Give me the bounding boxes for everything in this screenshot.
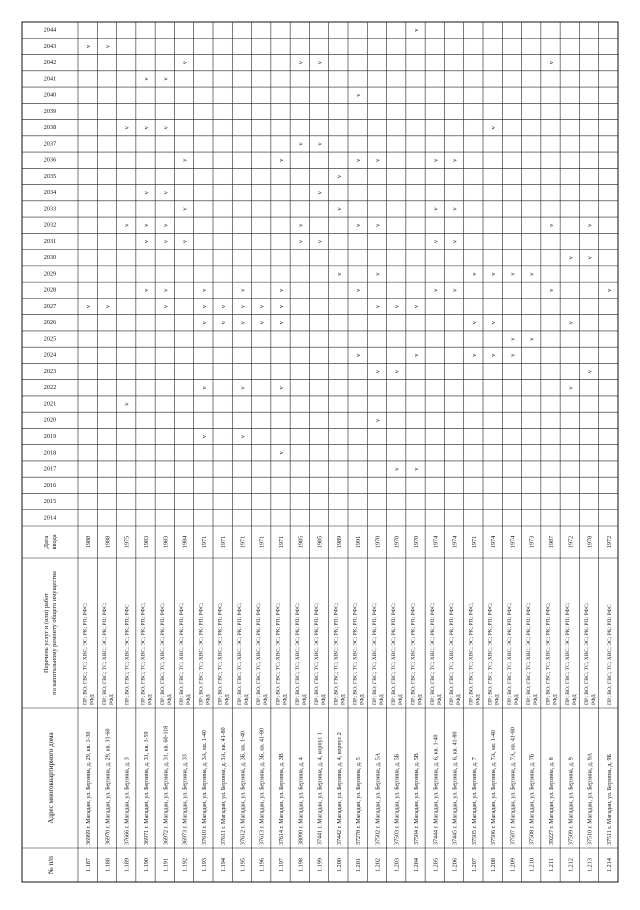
work-mark: v — [432, 207, 440, 211]
row-num: 1.190 — [143, 858, 150, 872]
row-year: 1974 — [451, 535, 459, 549]
work-mark: v — [162, 126, 170, 130]
row-services: ПР; ВО; ГВС; ТС; ХВС; ЭС; РК; РП; РФС;РФД — [101, 602, 115, 705]
header-year-2018: 2018 — [43, 449, 57, 457]
work-mark: v — [413, 28, 420, 32]
row-services: ПР; ВО; ГВС; ТС; ХВС; ЭС; РК; РП; РФС;РФД — [468, 602, 482, 705]
row-year: 1972 — [567, 535, 575, 549]
work-mark: v — [393, 467, 401, 471]
row-services: ПР; ВО; ГВС; ТС; ХВС; ЭС; РК; РП; РФС;РФД — [487, 602, 501, 705]
row-services: ПР; ВО; ГВС; ТС; ХВС; ЭС; РК; РП; РФС;РФД — [371, 602, 385, 705]
work-mark: v — [393, 304, 401, 309]
row-address: 36972 г. Магадан, ул. Берзина, д. 31, кв. 60-118 — [163, 725, 170, 845]
row-year: 1971 — [239, 535, 247, 549]
work-mark: v — [355, 223, 363, 227]
work-mark: v — [123, 402, 131, 406]
work-mark: v — [162, 288, 170, 292]
header-year-2037: 2037 — [43, 140, 57, 148]
work-mark: v — [451, 158, 459, 162]
work-mark: v — [162, 223, 170, 227]
header-year-2014: 2014 — [43, 514, 57, 522]
row-address: 37612 г. Магадан, ул. Берзина, д. 3Б, кв. 1-40 — [240, 731, 247, 845]
header-year-2021: 2021 — [43, 400, 57, 408]
row-address: 37506 г. Магадан, ул. Берзина, д. 7А, кв. 1-40 — [491, 730, 498, 845]
header-year-2032: 2032 — [43, 221, 57, 229]
work-mark: v — [509, 272, 517, 276]
work-mark: v — [297, 239, 305, 244]
work-mark: v — [85, 44, 93, 49]
work-mark: v — [278, 304, 285, 309]
row-services: ПР; ВО; ГВС; ТС; ХВС; ЭС; РК; РП; РФС;РФД — [449, 602, 463, 705]
work-mark: v — [316, 142, 324, 146]
header-year-2028: 2028 — [43, 286, 57, 294]
work-mark: v — [393, 369, 401, 374]
row-num: 1.187 — [85, 858, 93, 872]
row-num: 1.214 — [605, 858, 613, 872]
row-year: 1971 — [200, 535, 208, 549]
header-year-2031: 2031 — [43, 237, 57, 245]
row-services: ПР; ВО; ГВС; ТС; ХВС; ЭС; РК; РП; РФС;РФД — [256, 602, 270, 705]
header-year-2024: 2024 — [43, 351, 57, 359]
work-mark: v — [355, 158, 363, 162]
row-num: 1.192 — [181, 858, 189, 872]
header-year-2029: 2029 — [43, 270, 57, 278]
header-year-2039: 2039 — [43, 107, 57, 115]
work-mark: v — [586, 369, 594, 374]
work-mark: v — [239, 386, 247, 390]
work-mark: v — [143, 191, 150, 195]
work-mark: v — [316, 239, 324, 244]
work-mark: v — [548, 288, 555, 292]
work-mark: v — [548, 223, 555, 227]
row-address: 39227 г. Магадан, ул. Берзина, д. 8 — [549, 757, 555, 845]
row-address: 37444 г. Магадан, ул. Берзина, д. 6, кв. 1-40 — [433, 734, 440, 845]
work-mark: v — [200, 434, 208, 439]
work-mark: v — [258, 304, 266, 309]
row-year: 1970 — [393, 535, 401, 549]
work-mark: v — [374, 223, 382, 227]
table-header — [43, 27, 58, 874]
row-num: 1.197 — [278, 858, 285, 872]
row-services: ПР; ВО; ГВС; ТС; ХВС; ЭС; РК; РП; РФС;РФД — [333, 602, 347, 705]
row-year: 1971 — [470, 535, 478, 549]
row-services: ПР; ВО; ГВС; ТС; ХВС; ЭС; РК; РП; РФС;РФД — [391, 602, 405, 705]
work-mark: v — [104, 44, 112, 49]
work-mark: v — [413, 467, 420, 471]
work-mark: v — [181, 61, 189, 65]
row-year: 1971 — [220, 535, 228, 549]
row-year: 1984 — [181, 535, 189, 549]
work-mark: v — [297, 142, 305, 146]
header-year-2033: 2033 — [43, 205, 57, 213]
row-services: ПР; ВО; ГВС; ТС; ХВС; ЭС; РК; РП; РФС;РФД — [429, 602, 443, 705]
row-address: 37610 г. Магадан, ул. Берзина, д. 3А, кв. 1-40 — [201, 730, 208, 845]
work-mark: v — [85, 304, 93, 309]
work-mark: v — [567, 321, 575, 325]
row-address: 37442 г. Магадан, ул. Берзина, д. 4, корпус 2 — [336, 732, 343, 845]
header-year-2026: 2026 — [43, 319, 57, 327]
row-services: ПР; ВО; ГВС; ТС; ХВС; ЭС; РК; РП; РФС;РФД — [526, 602, 540, 705]
header-year-2017: 2017 — [43, 465, 57, 473]
work-mark: v — [374, 418, 382, 422]
work-mark: v — [374, 304, 382, 309]
work-mark: v — [490, 321, 498, 325]
work-mark: v — [413, 304, 420, 309]
work-mark: v — [451, 288, 459, 292]
work-mark: v — [297, 61, 305, 65]
row-address: 37445 г. Магадан, ул. Берзина, д. 6, кв. 41-80 — [452, 731, 459, 845]
row-year: 1983 — [143, 535, 150, 549]
row-address: 36969 г. Магадан, ул. Берзина, д. 29, кв. 1-30 — [86, 731, 93, 845]
work-mark: v — [374, 158, 382, 162]
row-year: 1988 — [104, 535, 112, 549]
work-mark: v — [239, 288, 247, 292]
header-address: Адрес многоквартирного дома — [47, 732, 55, 824]
work-mark: v — [509, 337, 517, 341]
row-address: 37502 г. Магадан, ул. Берзина, д. 5А — [375, 752, 382, 845]
work-mark: v — [181, 207, 189, 211]
work-mark: v — [374, 369, 382, 374]
work-mark: v — [181, 239, 189, 244]
row-num: 1.204 — [413, 858, 420, 872]
row-address: 37504 г. Магадан, ул. Берзина, д. 5В — [414, 753, 420, 845]
work-mark: v — [200, 288, 208, 292]
work-mark: v — [123, 223, 131, 227]
row-year: 1971 — [278, 535, 285, 549]
work-mark: v — [432, 158, 440, 162]
row-services: ПР; ВО; ГВС; ТС; ХВС; ЭС; РК; РП; РФС — [606, 604, 613, 705]
row-services: ПР; ВО; ГВС; ТС; ХВС; ЭС; РК; РП; РФС;РФД — [545, 602, 559, 705]
row-num: 1.201 — [355, 858, 363, 872]
row-address: 36970 г. Магадан, ул. Берзина, д. 29, кв. 31-60 — [105, 728, 112, 845]
header-year-2036: 2036 — [43, 156, 57, 164]
work-mark: v — [200, 304, 208, 309]
row-address: 37613 г. Магадан, ул. Берзина, д. 3Б, кв. 41-80 — [259, 728, 266, 845]
work-mark: v — [586, 256, 594, 260]
work-mark: v — [355, 288, 363, 292]
row-services: ПР; ВО; ГВС; ТС; ХВС; ЭС; РК; РП; РФС;РФД — [584, 602, 598, 705]
row-address: 37503 г. Магадан, ул. Берзина, д. 5Б — [394, 753, 401, 845]
row-num: 1.206 — [451, 858, 459, 872]
work-mark: v — [316, 191, 324, 195]
work-mark: v — [181, 158, 189, 162]
row-num: 1.213 — [586, 858, 594, 872]
work-mark: v — [220, 304, 228, 309]
row-address: 37508 г. Магадан, ул. Берзина, д. 7Б — [529, 753, 536, 845]
work-mark: v — [605, 288, 613, 292]
header-year-2030: 2030 — [43, 254, 57, 262]
row-year: 1983 — [162, 535, 170, 549]
work-mark: v — [123, 126, 131, 130]
work-mark: v — [143, 77, 150, 81]
row-address: 37507 г. Магадан, ул. Берзина, д. 7А, кв. 41-80 — [510, 727, 517, 845]
row-num: 1.205 — [432, 858, 440, 872]
row-year: 1974 — [490, 535, 498, 549]
row-services: ПР; ВО; ГВС; ТС; ХВС; ЭС; РК; РП; РФС;РФД — [140, 602, 154, 705]
row-services: ПР; ВО; ГВС; ТС; ХВС; ЭС; РК; РП; РФС;РФД — [352, 602, 366, 705]
row-year: 1974 — [432, 535, 440, 549]
row-num: 1.209 — [509, 858, 517, 872]
header-year-2015: 2015 — [43, 498, 57, 506]
row-year: 1972 — [605, 535, 613, 549]
work-mark: v — [335, 207, 343, 211]
work-mark: v — [509, 353, 517, 357]
row-year: 1970 — [374, 535, 382, 549]
work-mark: v — [200, 321, 208, 325]
table-rotation-group — [22, 22, 618, 882]
row-num: 1.202 — [374, 858, 382, 872]
work-mark: v — [162, 77, 170, 81]
row-address: 37510 г. Магадан, ул. Берзина, д. 9А — [587, 752, 594, 845]
row-address: 37505 г. Магадан, ул. Берзина, д. 7 — [471, 757, 478, 845]
row-num: 1.199 — [316, 858, 324, 872]
row-services: ПР; ВО; ГВС; ТС; ХВС; ЭС; РК; РП; РФС;РФД — [236, 602, 250, 705]
row-num: 1.203 — [393, 858, 401, 872]
row-address: 37614 г. Магадан, ул. Берзина, д. 3В — [279, 753, 285, 845]
row-num: 1.194 — [220, 858, 228, 872]
work-mark: v — [451, 239, 459, 244]
work-mark: v — [432, 239, 440, 244]
row-year: 1975 — [123, 535, 131, 549]
row-year: 1988 — [85, 535, 93, 549]
row-services: ПР; ВО; ГВС; ТС; ХВС; ЭС; РК; РП; РФС;РФД — [294, 602, 308, 705]
row-services: ПР; ВО; ГВС; ТС; ХВС; ЭС; РК; РП; РФС;РФД — [506, 602, 520, 705]
row-year: 1971 — [258, 535, 266, 549]
row-address: 36973 г. Магадан, ул. Берзина, д. 33 — [182, 754, 189, 845]
work-mark: v — [470, 321, 478, 325]
row-year: 1978 — [586, 535, 594, 549]
work-mark: v — [143, 239, 150, 244]
row-address: 36971 г. Магадан, ул. Берзина, д. 31, кв. 1-59 — [144, 731, 150, 845]
work-mark: v — [490, 126, 498, 130]
row-year: 1991 — [355, 535, 363, 549]
header-year-2016: 2016 — [43, 481, 57, 489]
work-mark: v — [528, 272, 536, 276]
row-services: ПР; ВО; ГВС; ТС; ХВС; ЭС; РК; РП; РФС;РФД — [564, 602, 578, 705]
row-year: 1985 — [297, 535, 305, 549]
work-mark: v — [162, 304, 170, 309]
row-address: 37666 г. Магадан, ул. Берзина, д. 3 — [124, 757, 131, 845]
work-mark: v — [143, 288, 150, 292]
work-mark: v — [239, 434, 247, 439]
work-mark: v — [567, 386, 575, 390]
work-mark: v — [143, 126, 150, 130]
work-mark: v — [374, 272, 382, 276]
row-num: 1.198 — [297, 858, 305, 872]
work-mark: v — [335, 174, 343, 179]
work-mark: v — [355, 353, 363, 357]
row-services: ПР; ВО; ГВС; ТС; ХВС; ЭС; РК; РП; РФС;РФД — [159, 602, 173, 705]
work-mark: v — [316, 61, 324, 65]
work-mark: v — [239, 321, 247, 325]
work-mark: v — [278, 158, 285, 162]
work-mark: v — [528, 337, 536, 341]
work-mark: v — [239, 304, 247, 309]
work-mark: v — [548, 61, 555, 65]
row-num: 1.208 — [490, 858, 498, 872]
row-num: 1.207 — [470, 858, 478, 872]
row-address: 37278 г. Магадан, ул. Берзина, д. 5 — [356, 757, 363, 845]
header-year-2042: 2042 — [43, 59, 57, 67]
work-mark: v — [567, 256, 575, 260]
row-num: 1.193 — [200, 858, 208, 872]
header-year-2020: 2020 — [43, 416, 57, 424]
row-num: 1.212 — [567, 858, 575, 872]
row-year: 1989 — [335, 535, 343, 549]
row-services: ПР; ВО; ГВС; ТС; ХВС; ЭС; РК; РП; РФС;РФД — [275, 602, 289, 705]
row-num: 1.189 — [123, 858, 131, 872]
row-num: 1.191 — [162, 858, 170, 872]
work-mark: v — [258, 321, 266, 325]
header-year-2035: 2035 — [43, 172, 57, 180]
row-services: ПР; ВО; ГВС; ТС; ХВС; ЭС; РК; РП; РФС;РФД — [410, 602, 424, 705]
row-address: 38090 г. Магадан, ул. Берзина, д. 4 — [298, 757, 305, 845]
row-services: ПР; ВО; ГВС; ТС; ХВС; ЭС; РК; РП; РФС;РФД — [198, 602, 212, 705]
work-mark: v — [451, 207, 459, 211]
row-services: ПР; ВО; ГВС; ТС; ХВС; ЭС; РК; РП; РФС;РФД — [314, 602, 328, 705]
work-mark: v — [490, 272, 498, 276]
header-year-2038: 2038 — [43, 124, 57, 132]
row-year: 1974 — [509, 535, 517, 549]
work-mark: v — [143, 223, 150, 227]
work-mark: v — [278, 288, 285, 292]
header-year-2022: 2022 — [43, 384, 57, 392]
work-mark: v — [104, 304, 112, 309]
header-year-2041: 2041 — [43, 75, 57, 83]
work-mark: v — [335, 272, 343, 276]
row-year: 1987 — [548, 535, 555, 549]
work-mark: v — [355, 93, 363, 97]
work-mark: v — [278, 451, 285, 455]
header-year-2023: 2023 — [43, 367, 57, 375]
work-mark: v — [220, 321, 228, 325]
header-year-2040: 2040 — [43, 91, 57, 99]
row-services: ПР; ВО; ГВС; ТС; ХВС; ЭС; РК; РП; РФС — [124, 604, 131, 705]
row-year: 1973 — [528, 535, 536, 549]
header-year-2043: 2043 — [43, 42, 57, 50]
header-date: Датаввода — [43, 534, 58, 550]
row-num: 1.200 — [335, 858, 343, 872]
row-services: ПР; ВО; ГВС; ТС; ХВС; ЭС; РК; РП; РФС;РФД — [82, 602, 96, 705]
work-mark: v — [432, 288, 440, 292]
work-mark: v — [470, 353, 478, 357]
row-num: 1.196 — [258, 858, 266, 872]
header-num: № п/п — [47, 856, 55, 874]
work-mark: v — [586, 223, 594, 227]
row-address: 37611 г. Магадан, ул. Берзина, д. 3А, кв. 41-80 — [221, 727, 228, 845]
row-num: 1.211 — [548, 858, 555, 872]
header-services: Перечень услуг и (или) работпо капитальному ремонту общего имущества — [43, 571, 58, 695]
work-mark: v — [278, 386, 285, 390]
row-services: ПР; ВО; ГВС; ТС; ХВС; ЭС; РК; РП; РФС;РФД — [179, 602, 193, 705]
work-mark: v — [470, 272, 478, 276]
row-year: 1970 — [413, 535, 420, 549]
work-mark: v — [162, 191, 170, 195]
header-year-2027: 2027 — [43, 302, 57, 310]
work-mark: v — [297, 223, 305, 227]
row-address: 37509 г. Магадан, ул. Берзина, д. 9 — [568, 757, 575, 845]
row-num: 1.188 — [104, 858, 112, 872]
row-address: 37511 г. Магадан, ул. Берзина, д. 9Б — [606, 754, 613, 845]
work-mark: v — [413, 353, 420, 357]
row-num: 1.195 — [239, 858, 247, 872]
row-address: 37441 г. Магадан, ул. Берзина, д. 4, корпус 1 — [317, 732, 324, 845]
work-mark: v — [200, 386, 208, 390]
row-services: ПР; ВО; ГВС; ТС; ХВС; ЭС; РК; РП; РФС;РФД — [217, 602, 231, 705]
header-year-2019: 2019 — [43, 433, 57, 441]
header-year-2034: 2034 — [43, 189, 57, 197]
header-year-2044: 2044 — [43, 26, 57, 34]
work-mark: v — [162, 239, 170, 244]
header-year-2025: 2025 — [43, 335, 57, 343]
row-year: 1985 — [316, 535, 324, 549]
work-mark: v — [278, 321, 285, 325]
work-mark: v — [490, 353, 498, 357]
row-num: 1.210 — [528, 858, 536, 872]
